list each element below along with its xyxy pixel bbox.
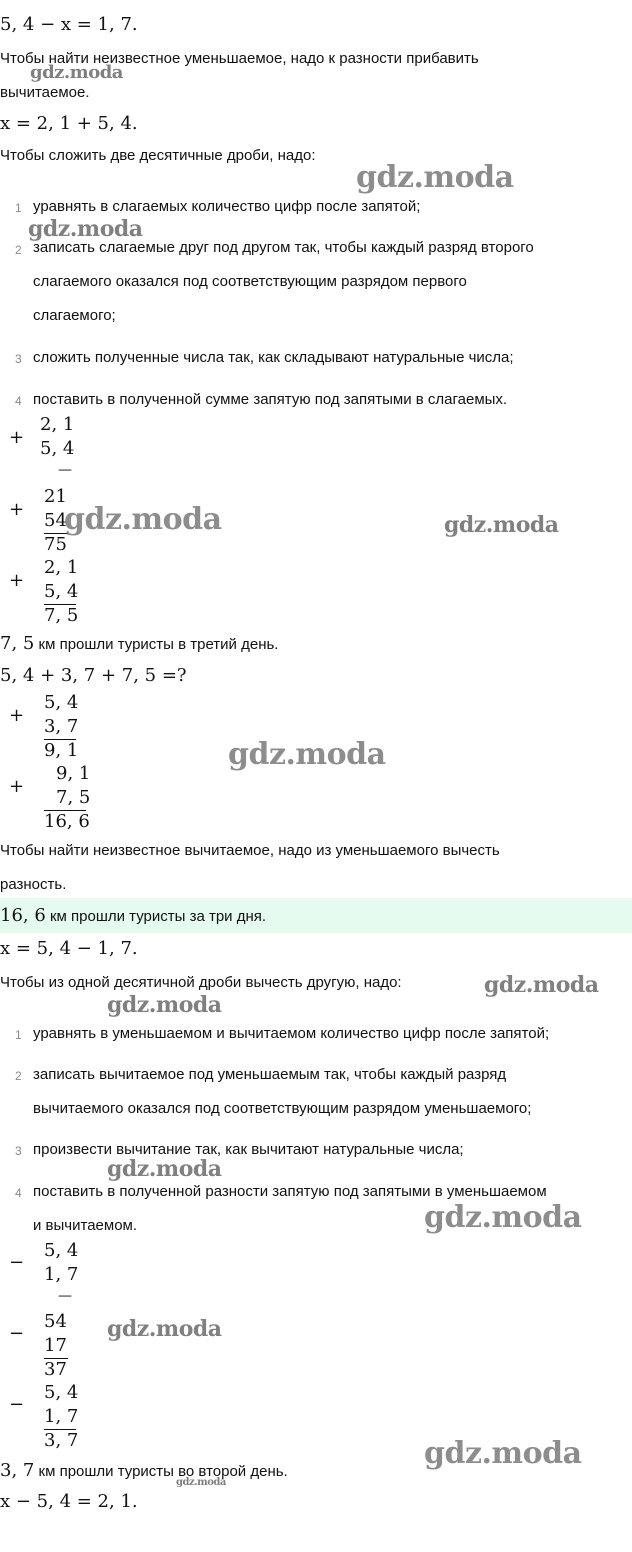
- step-number: 3: [15, 1144, 22, 1158]
- watermark-logo: gdz.moda: [228, 737, 386, 772]
- rule-subtrahend-line2: разность.: [0, 876, 67, 893]
- step-number: 3: [15, 352, 22, 366]
- result: 7, 5: [44, 605, 79, 626]
- watermark-logo: gdz.moda: [107, 1156, 222, 1182]
- operator-sign: −: [9, 1252, 25, 1273]
- answer-text: км прошли туристы за три дня.: [45, 908, 267, 925]
- sub-step-text: записать вычитаемое под уменьшаемым так, чтобы каждый разряд: [33, 1066, 507, 1083]
- equation-5: x − 5, 4 = 2, 1.: [0, 1491, 138, 1512]
- operator-sign: +: [9, 499, 25, 520]
- operator-sign: −: [9, 1323, 25, 1344]
- step-number: 2: [15, 1069, 22, 1083]
- result-line: —: [58, 462, 72, 478]
- operand-b: 1, 7: [44, 1406, 79, 1427]
- watermark-logo: gdz.moda: [424, 1200, 582, 1235]
- add-step-text: слагаемого оказался под соответствующим разрядом первого: [33, 273, 467, 290]
- sub-step-text: произвести вычитание так, как вычитают натуральные числа;: [33, 1141, 464, 1158]
- equation-4: x = 5, 4 − 1, 7.: [0, 938, 138, 959]
- result: 16, 6: [44, 811, 90, 832]
- watermark-logo: gdz.moda: [356, 160, 514, 195]
- equation-3: 5, 4 + 3, 7 + 7, 5 =?: [0, 665, 187, 686]
- operand-a: 5, 4: [44, 1240, 79, 1261]
- add-step-text: записать слагаемые друг под другом так, чтобы каждый разряд второго: [33, 239, 534, 256]
- operand-b: 17: [44, 1335, 67, 1356]
- operand-b: 1, 7: [44, 1264, 79, 1285]
- watermark-logo: gdz.moda: [424, 1436, 582, 1471]
- watermark-logo: gdz.moda: [176, 1477, 226, 1488]
- result: 37: [44, 1359, 67, 1380]
- answer-text: км прошли туристы в третий день.: [34, 636, 279, 653]
- operator-sign: −: [9, 1394, 25, 1415]
- add-step-text: сложить полученные числа так, как складывают натуральные числа;: [33, 349, 514, 366]
- result-line: —: [58, 1288, 72, 1304]
- result: 75: [44, 534, 67, 555]
- answer-number: 7, 5: [0, 633, 35, 654]
- sub-step-text: поставить в полученной разности запятую под запятыми в уменьшаемом: [33, 1183, 547, 1200]
- operand-a: 2, 1: [44, 557, 79, 578]
- answer-three-days: [0, 905, 266, 926]
- answer-text: км прошли туристы во второй день.: [34, 1463, 288, 1480]
- watermark-logo: gdz.moda: [30, 62, 123, 83]
- operator-sign: +: [9, 705, 25, 726]
- add-step-text: уравнять в слагаемых количество цифр после запятой;: [33, 198, 421, 215]
- operator-sign: +: [9, 570, 25, 591]
- operator-sign: +: [9, 427, 25, 448]
- operand-a: 2, 1: [40, 414, 75, 435]
- step-number: 1: [15, 1028, 22, 1042]
- watermark-logo: gdz.moda: [64, 502, 222, 537]
- answer-third-day: [0, 633, 278, 654]
- operator-sign: +: [9, 776, 25, 797]
- rule-minuend-line1: Чтобы найти неизвестное уменьшаемое, надо к разности прибавить: [0, 50, 479, 67]
- answer-number: 16, 6: [0, 905, 46, 926]
- rule-minuend-line2: вычитаемое.: [0, 84, 90, 101]
- step-number: 4: [15, 394, 22, 408]
- rule-subtrahend-line1: Чтобы найти неизвестное вычитаемое, надо из уменьшаемого вычесть: [0, 842, 500, 859]
- operand-b: 7, 5: [56, 787, 91, 808]
- step-number: 1: [15, 201, 22, 215]
- equation-2: x = 2, 1 + 5, 4.: [0, 113, 138, 134]
- operand-b: 5, 4: [44, 581, 79, 602]
- operand-a: 9, 1: [56, 763, 91, 784]
- operand-a: 5, 4: [44, 692, 79, 713]
- result: 3, 7: [44, 1430, 79, 1451]
- sub-step-text: и вычитаемом.: [33, 1217, 138, 1234]
- watermark-logo: gdz.moda: [444, 512, 559, 538]
- rule-addition: Чтобы сложить две десятичные дроби, надо:: [0, 147, 316, 164]
- operand-a: 21: [44, 486, 67, 507]
- operand-a: 54: [44, 1311, 67, 1332]
- sub-step-text: вычитаемого оказался под соответствующим разрядом уменьшаемого;: [33, 1100, 532, 1117]
- sub-step-text: уравнять в уменьшаемом и вычитаемом количество цифр после запятой;: [33, 1025, 550, 1042]
- operand-b: 3, 7: [44, 716, 79, 737]
- answer-second-day: [0, 1460, 288, 1481]
- rule-subtraction: Чтобы из одной десятичной дроби вычесть другую, надо:: [0, 974, 402, 991]
- result: 9, 1: [44, 740, 79, 761]
- add-step-text: поставить в полученной сумме запятую под запятыми в слагаемых.: [33, 391, 508, 408]
- watermark-logo: gdz.moda: [107, 1316, 222, 1342]
- add-step-text: слагаемого;: [33, 307, 116, 324]
- step-number: 4: [15, 1186, 22, 1200]
- watermark-logo: gdz.moda: [28, 216, 143, 242]
- watermark-logo: gdz.moda: [107, 992, 222, 1018]
- step-number: 2: [15, 243, 22, 257]
- operand-b: 54: [44, 510, 67, 531]
- operand-b: 5, 4: [40, 438, 75, 459]
- answer-number: 3, 7: [0, 1460, 35, 1481]
- operand-a: 5, 4: [44, 1382, 79, 1403]
- equation-1: 5, 4 − x = 1, 7.: [0, 14, 138, 35]
- watermark-logo: gdz.moda: [484, 972, 599, 998]
